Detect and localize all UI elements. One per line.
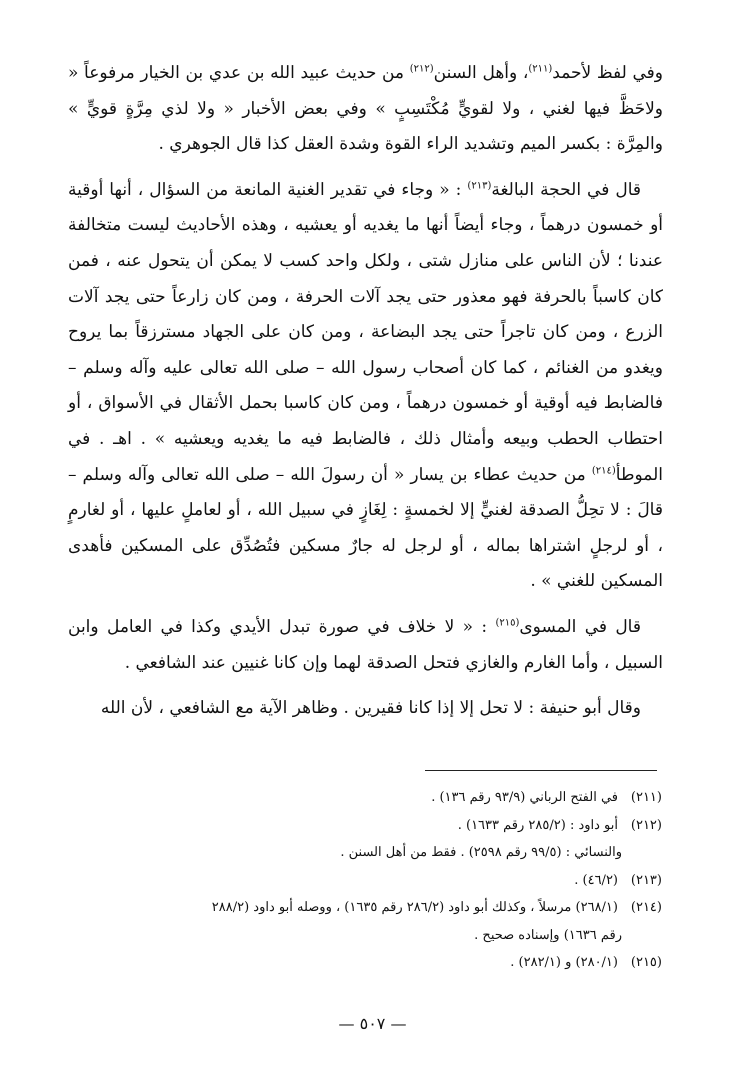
footnote-text: والنسائي : (٩٩/٥ رقم ٢٥٩٨) . فقط من أهل السنن .: [340, 845, 622, 860]
footnote-ref-211[interactable]: (٢١١): [528, 63, 553, 75]
footnote-number: (٢١١): [630, 790, 662, 805]
footnote-212: [72, 812, 662, 840]
footnote-separator: [425, 770, 657, 771]
paragraph-2-text-b: : « وجاء في تقدير الغنية المانعة من السؤال ، أنها أوقية أو خمسون درهماً ، وجاء أيضاً أنها ما يغديه أو يعشيه ، وهذه الأحاديث ليست متخالفة عندنا ؛ لأن الناس على منازل شتى ، ولكل واحد كسب لا يمكن أن يتحول عنه ، فمن كان كاسباً بالحرفة فهو معذور حتى يجد آلات الحرفة ، ومن كان زارعاً حتى يجد آلات الزرع ، ومن كان تاجراً حتى يجد البضاعة ، ومن كان على الجهاد مسترزقاً بما يروح ويغدو من الغنائم ، كما كان أصحاب رسول الله – صلى الله تعالى عليه وآله وسلم – فالضابط فيه أوقية أو خمسون درهماً ، ومن كان كاسبا بحمل الأثقال في الأسواق ، أو احتطاب الحطب وبيعه وأمثال ذلك ، فالضابط فيه ما يغديه ويعشيه » . اهـ . في الموطأ: [68, 179, 663, 485]
paragraph-2: [68, 173, 663, 600]
footnote-text: (٢٨٠/١) و (٢٨٢/١) .: [510, 955, 618, 970]
footnote-214: [72, 894, 662, 922]
footnote-212-continued: [72, 839, 662, 867]
footnote-ref-214[interactable]: (٢١٤): [591, 464, 616, 476]
main-text: [68, 56, 663, 737]
paragraph-1-text-c: من حديث عبيد الله بن عدي بن الخيار مرفوعاً « ولاحَظَّ فيها لغني ، ولا لقويٍّ مُكْتَسِبٍ » وفي بعض الأخبار « ولا لذي مِرَّةٍ قويٍّ » والمِرَّة : بكسر الميم وتشديد الراء القوة وشدة العقل كذا قال الجوهري .: [68, 63, 663, 155]
paragraph-3-text-b: : « لا خلاف في صورة تبدل الأيدي وكذا في العامل وابن السبيل ، وأما الغارم والغازي فتحل الصدقة لهما وإن كانا غنيين عند الشافعي .: [68, 616, 663, 673]
paragraph-3: [68, 610, 663, 681]
page-number: — ٥٠٧ —: [338, 1014, 407, 1033]
footnotes: [72, 784, 662, 977]
footnote-text: (٢٦٨/١) مرسلاً ، وكذلك أبو داود (٢٨٦/٢ رقم ١٦٣٥) ، ووصله أبو داود (٢٨٨/٢: [211, 900, 618, 915]
footnote-213: [72, 867, 662, 895]
footnote-number: (٢١٤): [630, 900, 662, 915]
footnote-211: [72, 784, 662, 812]
footnote-number: (٢١٣): [630, 872, 662, 888]
footnote-ref-215[interactable]: (٢١٥): [495, 617, 520, 629]
paragraph-1-text-b: ، وأهل السنن: [433, 63, 529, 83]
paragraph-3-text-a: قال في المسوى: [519, 616, 641, 637]
paragraph-4: وقال أبو حنيفة : لا تحل إلا إذا كانا فقيرين . وظاهر الآية مع الشافعي ، لأن الله: [100, 698, 641, 719]
footnote-text: (٤٦/٢) .: [574, 872, 618, 888]
footnote-number: (٢١٢): [630, 817, 662, 833]
footnote-215: [72, 949, 662, 977]
footnote-text: رقم ١٦٣٦) وإسناده صحيح .: [474, 927, 622, 943]
footnote-ref-213[interactable]: (٢١٣): [467, 180, 492, 192]
paragraph-1-text-a: وفي لفظ لأحمد: [552, 63, 663, 83]
paragraph-2-text-a: قال في الحجة البالغة: [491, 179, 641, 200]
footnote-number: (٢١٥): [630, 955, 662, 970]
footnote-214-continued: [72, 922, 662, 950]
paragraph-2-text-c: من حديث عطاء بن يسار « أن رسولَ الله – صلى الله تعالى وآله وسلم – قالَ : لا تحِلُّ الصدقة لغنيٍّ إلا لخمسةٍ : لِغَازٍ في سبيل الله ، أو لعاملٍ عليها ، أو لغارمٍ ، أو لرجلٍ اشتراها بماله ، أو لرجل له جارٌ مسكين فتُصُدِّق على المسكين فأهدى المسكين للغني » .: [68, 464, 663, 592]
footnote-ref-212[interactable]: (٢١٢): [409, 63, 434, 75]
paragraph-1: [68, 56, 663, 163]
footnote-text: أبو داود : (٢٨٥/٢ رقم ١٦٣٣) .: [457, 817, 618, 833]
footnote-text: في الفتح الرباني (٩٣/٩ رقم ١٣٦) .: [431, 790, 618, 805]
